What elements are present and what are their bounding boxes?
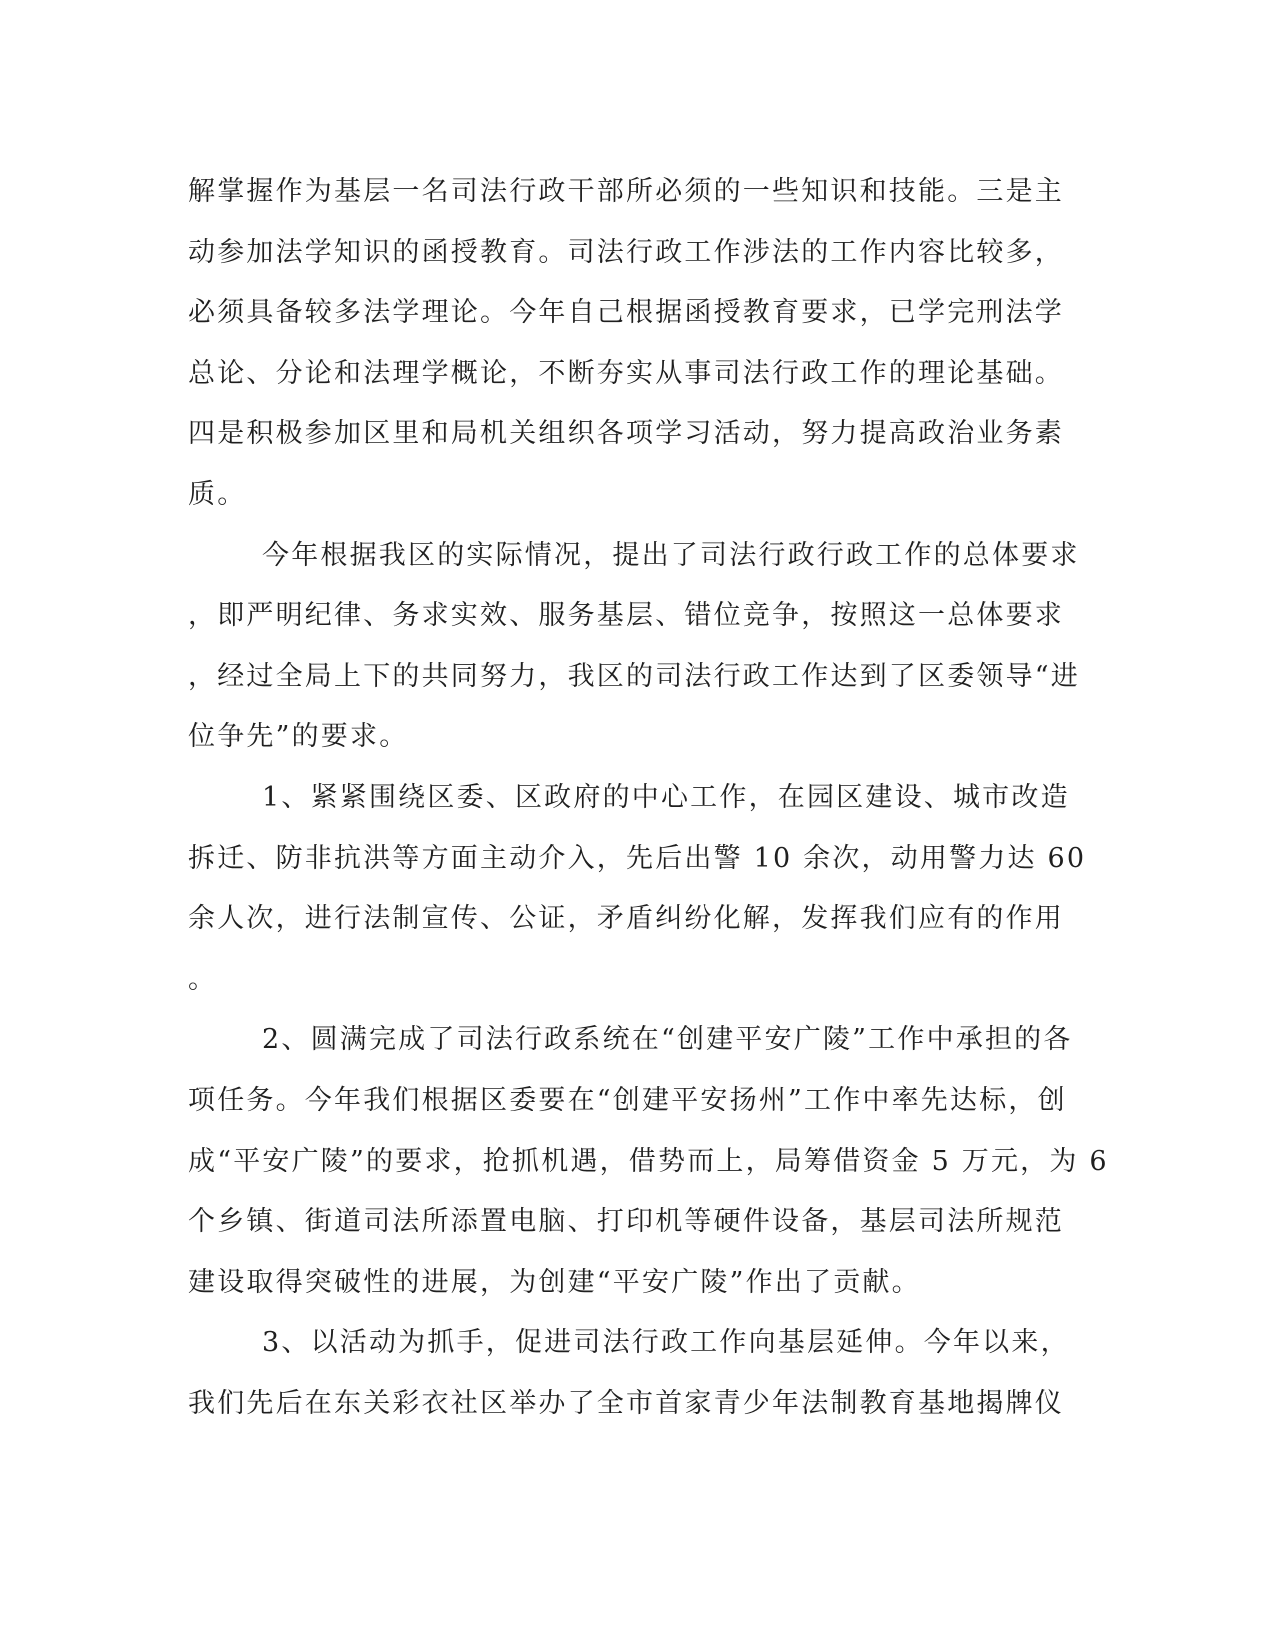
text-line: 四是积极参加区里和局机关组织各项学习活动，努力提高政治业务素 xyxy=(188,418,1064,450)
text-line: 位争先”的要求。 xyxy=(188,721,409,753)
text-line: 质。 xyxy=(188,478,247,510)
text-line: 个乡镇、街道司法所添置电脑、打印机等硬件设备，基层司法所规范 xyxy=(188,1206,1064,1238)
text-line: 总论、分论和法理学概论，不断夯实从事司法行政工作的理论基础。 xyxy=(188,357,1064,389)
text-line: 建设取得突破性的进展，为创建“平安广陵”作出了贡献。 xyxy=(188,1266,921,1298)
paragraph-first-line: 3、以活动为抓手，促进司法行政工作向基层延伸。今年以来， xyxy=(262,1327,1070,1359)
text-line: 必须具备较多法学理论。今年自己根据函授教育要求，已学完刑法学 xyxy=(188,297,1064,329)
text-line: 解掌握作为基层一名司法行政干部所必须的一些知识和技能。三是主 xyxy=(188,176,1064,207)
text-line: 我们先后在东关彩衣社区举办了全市首家青少年法制教育基地揭牌仪 xyxy=(188,1387,1064,1419)
text-line: 余人次，进行法制宣传、公证，矛盾纠纷化解，发挥我们应有的作用 xyxy=(188,903,1064,935)
text-line: 。 xyxy=(188,963,218,995)
paragraph-first-line: 1、紧紧围绕区委、区政府的中心工作，在园区建设、城市改造 xyxy=(262,781,1070,813)
text-line: 项任务。今年我们根据区委要在“创建平安扬州”工作中率先达标，创 xyxy=(188,1084,1067,1116)
body-text xyxy=(188,162,1109,1434)
text-line: 成“平安广陵”的要求，抢抓机遇，借势而上，局筹借资金 5 万元，为 6 xyxy=(188,1145,1109,1177)
text-line: 动参加法学知识的函授教育。司法行政工作涉法的工作内容比较多， xyxy=(188,236,1064,268)
text-line: ，经过全局上下的共同努力，我区的司法行政工作达到了区委领导“进 xyxy=(188,660,1081,692)
text-line: 拆迁、防非抗洪等方面主动介入，先后出警 10 余次，动用警力达 60 xyxy=(188,842,1087,874)
paragraph-first-line: 今年根据我区的实际情况，提出了司法行政行政工作的总体要求 xyxy=(262,539,1080,571)
text-line: ，即严明纪律、务求实效、服务基层、错位竞争，按照这一总体要求 xyxy=(188,600,1064,632)
paragraph-first-line: 2、圆满完成了司法行政系统在“创建平安广陵”工作中承担的各 xyxy=(262,1024,1073,1056)
